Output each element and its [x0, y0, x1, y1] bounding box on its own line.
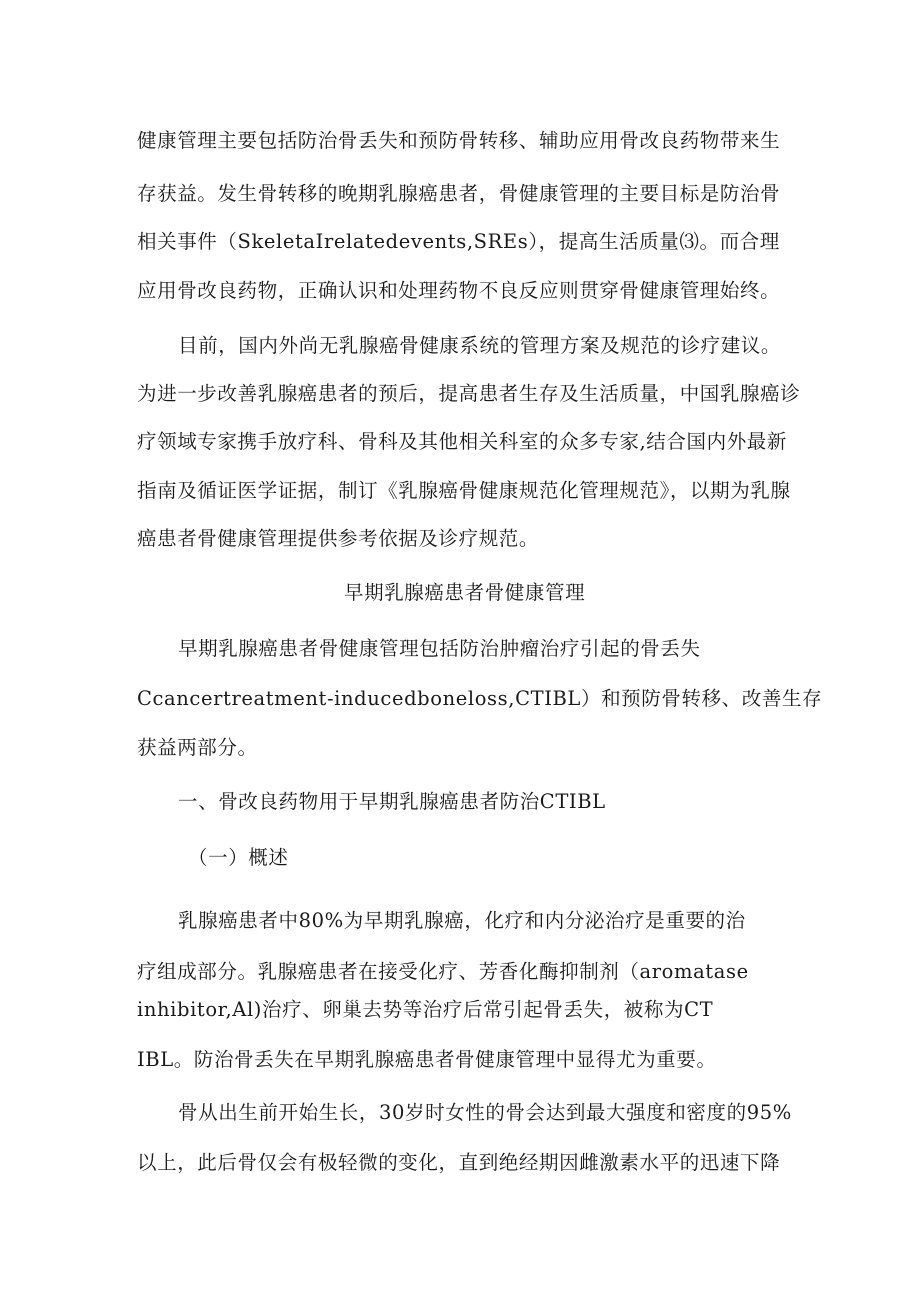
paragraph-line: 骨从出生前开始生长，30岁时女性的骨会达到最大强度和密度的95%	[178, 1101, 792, 1124]
paragraph-line: 应用骨改良药物，正确认识和处理药物不良反应则贯穿骨健康管理始终。	[137, 279, 781, 302]
paragraph-line: 相关事件（SkeletaIrelatedevents,SREs），提高生活质量⑶。而合理	[137, 230, 780, 253]
subsection-heading: （一）概述	[188, 846, 289, 869]
paragraph-line: 健康管理主要包括防治骨丢失和预防骨转移、辅助应用骨改良药物带来生	[137, 129, 781, 152]
paragraph-line: 癌患者骨健康管理提供参考依据及诊疗规范。	[137, 527, 540, 550]
paragraph-line: 指南及循证医学证据，制订《乳腺癌骨健康规范化管理规范》，以期为乳腺	[137, 479, 791, 502]
paragraph-line: 以上，此后骨仅会有极轻微的变化，直到绝经期因雌激素水平的迅速下降	[137, 1151, 781, 1174]
paragraph-line: Ccancertreatment-inducedboneloss,CTIBL）和预防骨转移、改善生存	[137, 687, 823, 710]
paragraph-line: 乳腺癌患者中80%为早期乳腺癌，化疗和内分泌治疗是重要的治	[178, 909, 746, 932]
paragraph-line: 疗组成部分。乳腺癌患者在接受化疗、芳香化酶抑制剂（aromatase	[137, 960, 749, 983]
paragraph-line: 为进一步改善乳腺癌患者的预后，提高患者生存及生活质量，中国乳腺癌诊	[137, 382, 801, 405]
paragraph-line: 疗领域专家携手放疗科、骨科及其他相关科室的众多专家,结合国内外最新	[137, 430, 787, 453]
paragraph-line: 存获益。发生骨转移的晚期乳腺癌患者，骨健康管理的主要目标是防治骨	[137, 182, 781, 205]
paragraph-line: inhibitor,Al)治疗、卵巢去势等治疗后常引起骨丢失，被称为CT	[137, 998, 714, 1021]
paragraph-line: IBL。防治骨丢失在早期乳腺癌患者骨健康管理中显得尤为重要。	[137, 1048, 717, 1071]
subsection-heading: 一、骨改良药物用于早期乳腺癌患者防治CTIBL	[178, 790, 606, 813]
paragraph-line: 早期乳腺癌患者骨健康管理包括防治肿瘤治疗引起的骨丢失	[178, 637, 701, 660]
paragraph-line: 目前，国内外尚无乳腺癌骨健康系统的管理方案及规范的诊疗建议。	[178, 334, 782, 357]
paragraph-line: 获益两部分。	[137, 736, 258, 759]
section-heading: 早期乳腺癌患者骨健康管理	[344, 581, 586, 604]
